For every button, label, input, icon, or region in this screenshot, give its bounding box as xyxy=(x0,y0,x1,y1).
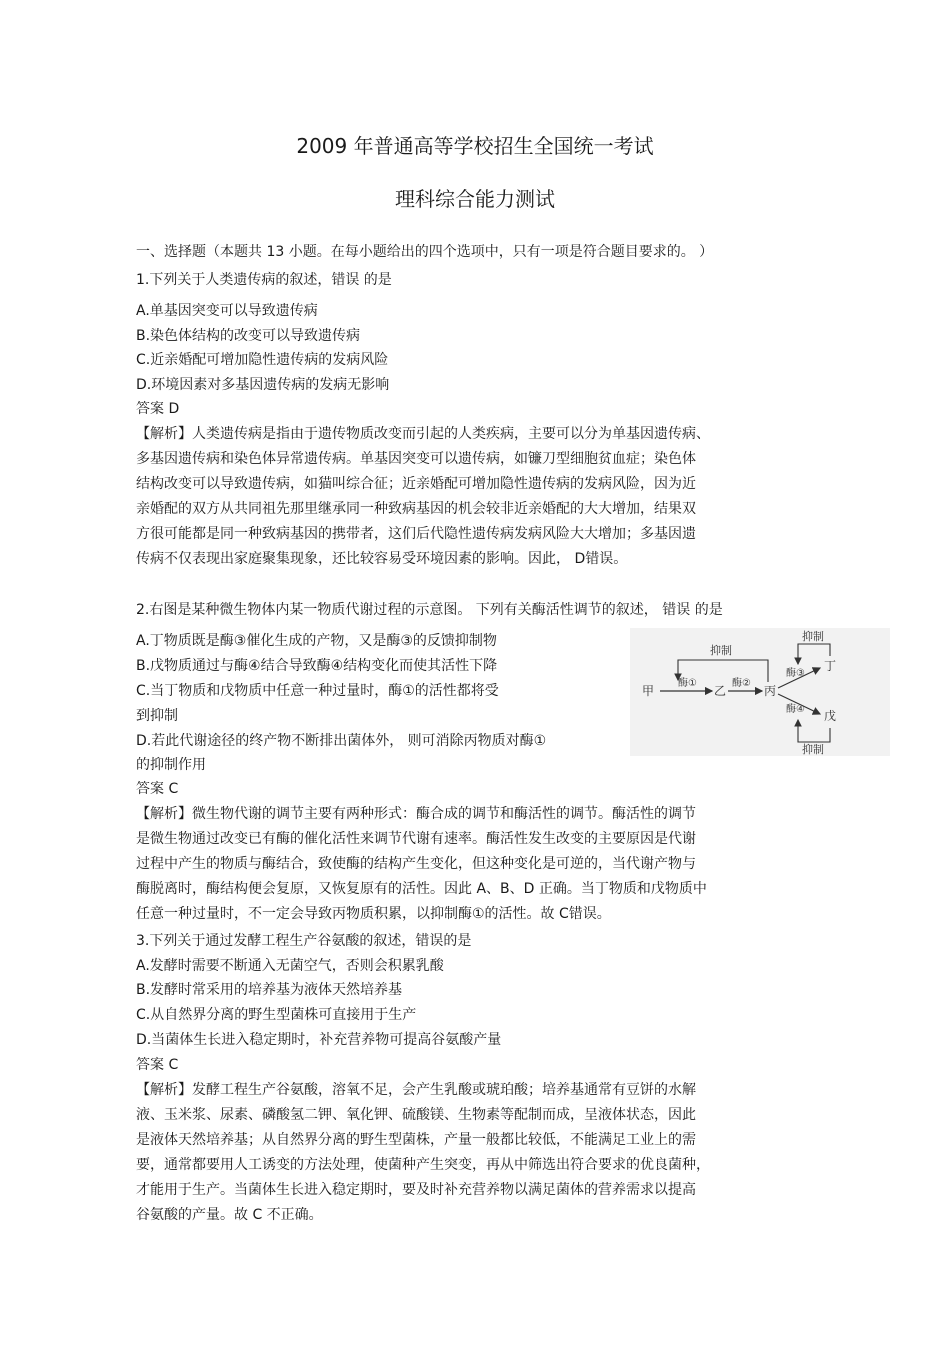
question-1-analysis-line: 多基因遗传病和染色体异常遗传病。单基因突变可以遗传病，如镰刀型细胞贫血症；染色体 xyxy=(136,451,696,467)
question-3-option-d: D.当菌体生长进入稳定期时，补充营养物可提高谷氨酸产量 xyxy=(136,1032,502,1048)
question-1-analysis-line: 亲婚配的双方从共同祖先那里继承同一种致病基因的机会较非近亲婚配的大大增加，结果双 xyxy=(136,501,696,517)
node-ding: 丁 xyxy=(824,659,837,673)
enzyme-1-label: 酶① xyxy=(678,678,697,689)
question-3-option-c: C.从自然界分离的野生型菌株可直接用于生产 xyxy=(136,1007,417,1023)
question-3-answer: 答案 C xyxy=(136,1057,179,1073)
question-3-analysis-line: 【解析】发酵工程生产谷氨酸，溶氧不足，会产生乳酸或琥珀酸；培养基通常有豆饼的水解 xyxy=(136,1082,696,1098)
inhibit-label-bottom: 抑制 xyxy=(802,743,824,756)
node-yi: 乙 xyxy=(714,684,727,698)
metabolic-pathway-diagram xyxy=(630,628,890,756)
question-1-option-a: A.单基因突变可以导致遗传病 xyxy=(136,303,318,319)
question-1-analysis-line: 结构改变可以导致遗传病，如猫叫综合征；近亲婚配可增加隐性遗传病的发病风险，因为近 xyxy=(136,476,696,492)
question-1-option-c: C.近亲婚配可增加隐性遗传病的发病风险 xyxy=(136,352,389,368)
question-1-answer: 答案 D xyxy=(136,401,180,417)
question-3-analysis-line: 液、玉米浆、尿素、磷酸氢二钾、氧化钾、硫酸镁、生物素等配制而成，呈液体状态，因此 xyxy=(136,1107,696,1123)
question-3-option-b: B.发酵时常采用的培养基为液体天然培养基 xyxy=(136,982,403,998)
question-3-analysis-line: 谷氨酸的产量。故 C 不正确。 xyxy=(136,1207,323,1223)
question-2-option-b: B.戊物质通过与酶④结合导致酶④结构变化而使其活性下降 xyxy=(136,658,498,674)
question-2-analysis-line: 任意一种过量时，不一定会导致丙物质积累，以抑制酶①的活性。故 C错误。 xyxy=(136,906,611,922)
section-heading: 一、选择题（本题共 13 小题。在每小题给出的四个选项中，只有一项是符合题目要求的。 ） xyxy=(136,244,714,260)
inhibit-label-top-right: 抑制 xyxy=(802,630,824,643)
question-1-stem: 1.下列关于人类遗传病的叙述，错误 的是 xyxy=(136,272,392,288)
question-1-analysis-line: 【解析】人类遗传病是指由于遗传物质改变而引起的人类疾病，主要可以分为单基因遗传病、 xyxy=(136,426,710,442)
question-3-analysis-line: 才能用于生产。当菌体生长进入稳定期时，要及时补充营养物以满足菌体的营养需求以提高 xyxy=(136,1182,696,1198)
question-2-analysis-line: 酶脱离时，酶结构便会复原，又恢复原有的活性。因此 A、B、D 正确。当丁物质和戊物质中 xyxy=(136,881,707,897)
enzyme-4-label: 酶④ xyxy=(786,704,805,715)
question-2-option-d: D.若此代谢途径的终产物不断排出菌体外， 则可消除丙物质对酶① xyxy=(136,733,547,749)
question-2-stem: 2.右图是某种微生物体内某一物质代谢过程的示意图。 下列有关酶活性调节的叙述， 错误 的是 xyxy=(136,602,723,618)
inhibit-label-top-left: 抑制 xyxy=(710,644,732,657)
question-1-option-d: D.环境因素对多基因遗传病的发病无影响 xyxy=(136,377,390,393)
question-3-stem: 3.下列关于通过发酵工程生产谷氨酸的叙述，错误的是 xyxy=(136,933,472,949)
exam-title: 2009 年普通高等学校招生全国统一考试 xyxy=(296,134,654,158)
question-2-analysis-line: 【解析】微生物代谢的调节主要有两种形式：酶合成的调节和酶活性的调节。酶活性的调节 xyxy=(136,806,696,822)
question-3-analysis-line: 是液体天然培养基；从自然界分离的野生型菌株，产量一般都比较低，不能满足工业上的需 xyxy=(136,1132,696,1148)
node-jia: 甲 xyxy=(642,684,655,698)
question-2-option-c-cont: 到抑制 xyxy=(136,708,178,724)
question-1-option-b: B.染色体结构的改变可以导致遗传病 xyxy=(136,328,361,344)
node-bing: 丙 xyxy=(764,684,777,698)
inhibition-wu-to-enzyme4 xyxy=(798,720,830,742)
question-3-analysis-line: 要，通常都要用人工诱变的方法处理，使菌种产生突变，再从中筛选出符合要求的优良菌种， xyxy=(136,1157,710,1173)
question-2-option-d-cont: 的抑制作用 xyxy=(136,757,206,773)
question-1-analysis-line: 传病不仅表现出家庭聚集现象，还比较容易受环境因素的影响。因此， D错误。 xyxy=(136,551,628,567)
question-1-analysis-line: 方很可能都是同一种致病基因的携带者，这们后代隐性遗传病发病风险大大增加；多基因遗 xyxy=(136,526,696,542)
node-wu: 戊 xyxy=(824,709,837,723)
enzyme-3-label: 酶③ xyxy=(786,668,805,679)
question-2-analysis-line: 是微生物通过改变已有酶的催化活性来调节代谢有速率。酶活性发生改变的主要原因是代谢 xyxy=(136,831,696,847)
question-2-answer: 答案 C xyxy=(136,781,179,797)
exam-subtitle: 理科综合能力测试 xyxy=(395,187,555,211)
question-2-analysis-line: 过程中产生的物质与酶结合，致使酶的结构产生变化，但这种变化是可逆的，当代谢产物与 xyxy=(136,856,696,872)
question-2-option-a: A.丁物质既是酶③催化生成的产物，又是酶③的反馈抑制物 xyxy=(136,633,497,649)
question-2-option-c: C.当丁物质和戊物质中任意一种过量时，酶①的活性都将受 xyxy=(136,683,499,699)
enzyme-2-label: 酶② xyxy=(732,678,751,689)
question-3-option-a: A.发酵时需要不断通入无菌空气，否则会积累乳酸 xyxy=(136,958,444,974)
